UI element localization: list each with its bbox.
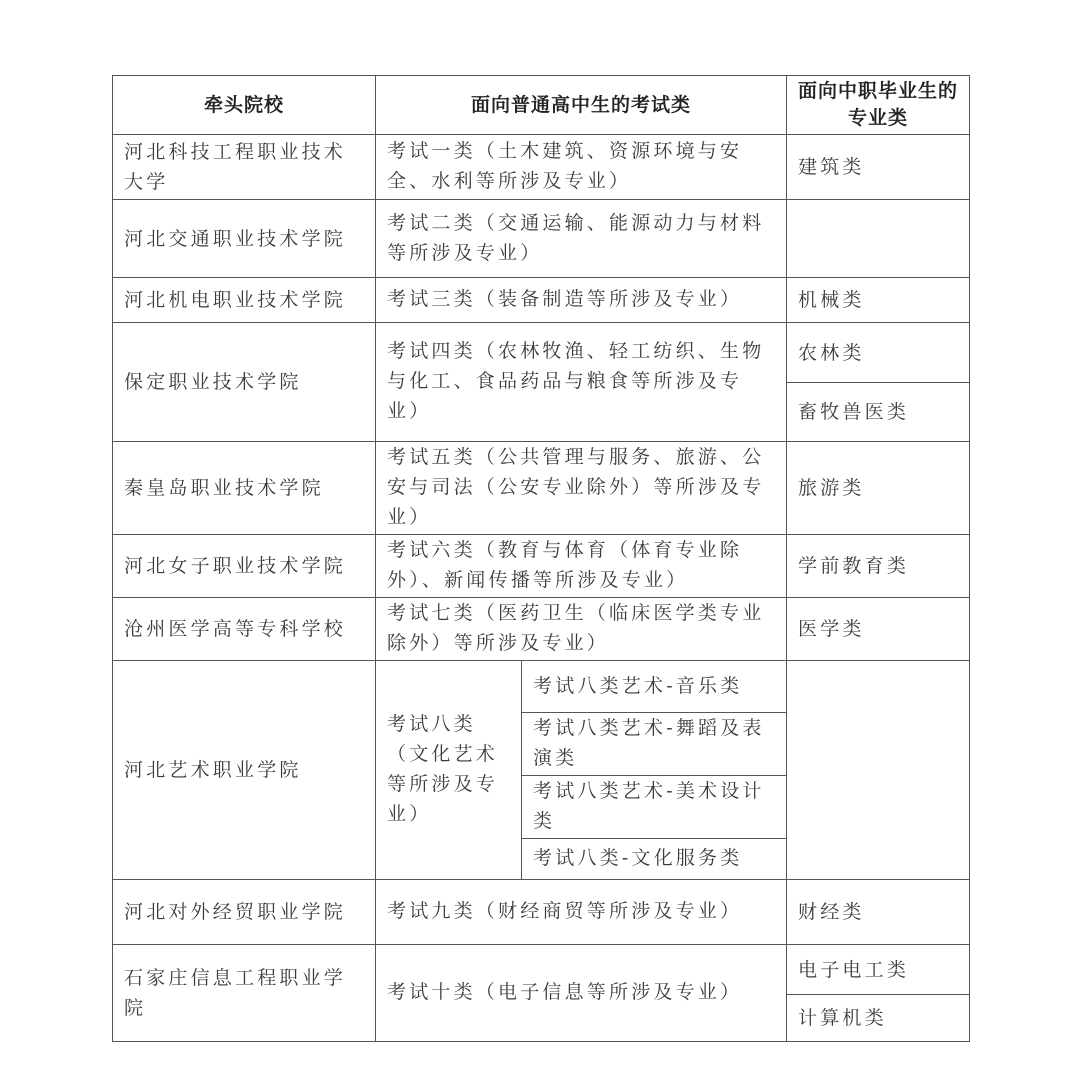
header-exam: 面向普通高中生的考试类 xyxy=(376,76,787,135)
table-row xyxy=(113,945,970,995)
exam-cell: 考试三类（装备制造等所涉及专业） xyxy=(376,278,787,323)
school-cell: 秦皇岛职业技术学院 xyxy=(113,442,376,535)
table-row xyxy=(113,535,970,598)
voc-cell: 农林类 xyxy=(787,323,970,383)
exam-cell: 考试一类（土木建筑、资源环境与安全、水利等所涉及专业） xyxy=(376,135,787,200)
table-row xyxy=(113,598,970,661)
exam-cell: 考试六类（教育与体育（体育专业除外）、新闻传播等所涉及专业） xyxy=(376,535,787,598)
voc-cell: 财经类 xyxy=(787,880,970,945)
exam-cell: 考试四类（农林牧渔、轻工纺织、生物与化工、食品药品与粮食等所涉及专业） xyxy=(376,323,787,442)
voc-cell: 旅游类 xyxy=(787,442,970,535)
table-row xyxy=(113,442,970,535)
table-row xyxy=(113,278,970,323)
voc-cell: 医学类 xyxy=(787,598,970,661)
voc-cell: 建筑类 xyxy=(787,135,970,200)
art-sub-cell: 考试八类艺术-舞蹈及表演类 xyxy=(522,713,787,776)
art-sub-cell: 考试八类艺术-美术设计类 xyxy=(522,776,787,839)
art-sub-cell: 考试八类艺术-音乐类 xyxy=(522,661,787,713)
voc-cell: 电子电工类 xyxy=(787,945,970,995)
exam-cell: 考试七类（医药卫生（临床医学类专业除外）等所涉及专业） xyxy=(376,598,787,661)
school-cell: 河北对外经贸职业学院 xyxy=(113,880,376,945)
table-row xyxy=(113,323,970,383)
school-cell: 河北艺术职业学院 xyxy=(113,661,376,880)
school-cell: 保定职业技术学院 xyxy=(113,323,376,442)
table-row xyxy=(113,880,970,945)
exam-cell: 考试八类（文化艺术等所涉及专业） xyxy=(376,661,522,880)
voc-cell: 机械类 xyxy=(787,278,970,323)
table-row xyxy=(113,661,970,713)
voc-cell: 学前教育类 xyxy=(787,535,970,598)
school-cell: 河北机电职业技术学院 xyxy=(113,278,376,323)
table-row xyxy=(113,200,970,278)
school-cell: 沧州医学高等专科学校 xyxy=(113,598,376,661)
voc-cell: 计算机类 xyxy=(787,995,970,1042)
school-cell: 河北交通职业技术学院 xyxy=(113,200,376,278)
header-school: 牵头院校 xyxy=(113,76,376,135)
header-row xyxy=(113,76,970,135)
school-cell: 石家庄信息工程职业学院 xyxy=(113,945,376,1042)
exam-cell: 考试九类（财经商贸等所涉及专业） xyxy=(376,880,787,945)
school-cell: 河北科技工程职业技术大学 xyxy=(113,135,376,200)
exam-cell: 考试五类（公共管理与服务、旅游、公安与司法（公安专业除外）等所涉及专业） xyxy=(376,442,787,535)
exam-category-table xyxy=(112,75,970,1042)
header-voc: 面向中职毕业生的专业类 xyxy=(787,76,970,135)
table-row xyxy=(113,135,970,200)
voc-cell xyxy=(787,661,970,880)
school-cell: 河北女子职业技术学院 xyxy=(113,535,376,598)
voc-cell: 畜牧兽医类 xyxy=(787,383,970,442)
voc-cell xyxy=(787,200,970,278)
exam-cell: 考试二类（交通运输、能源动力与材料等所涉及专业） xyxy=(376,200,787,278)
art-sub-cell: 考试八类-文化服务类 xyxy=(522,839,787,880)
exam-cell: 考试十类（电子信息等所涉及专业） xyxy=(376,945,787,1042)
